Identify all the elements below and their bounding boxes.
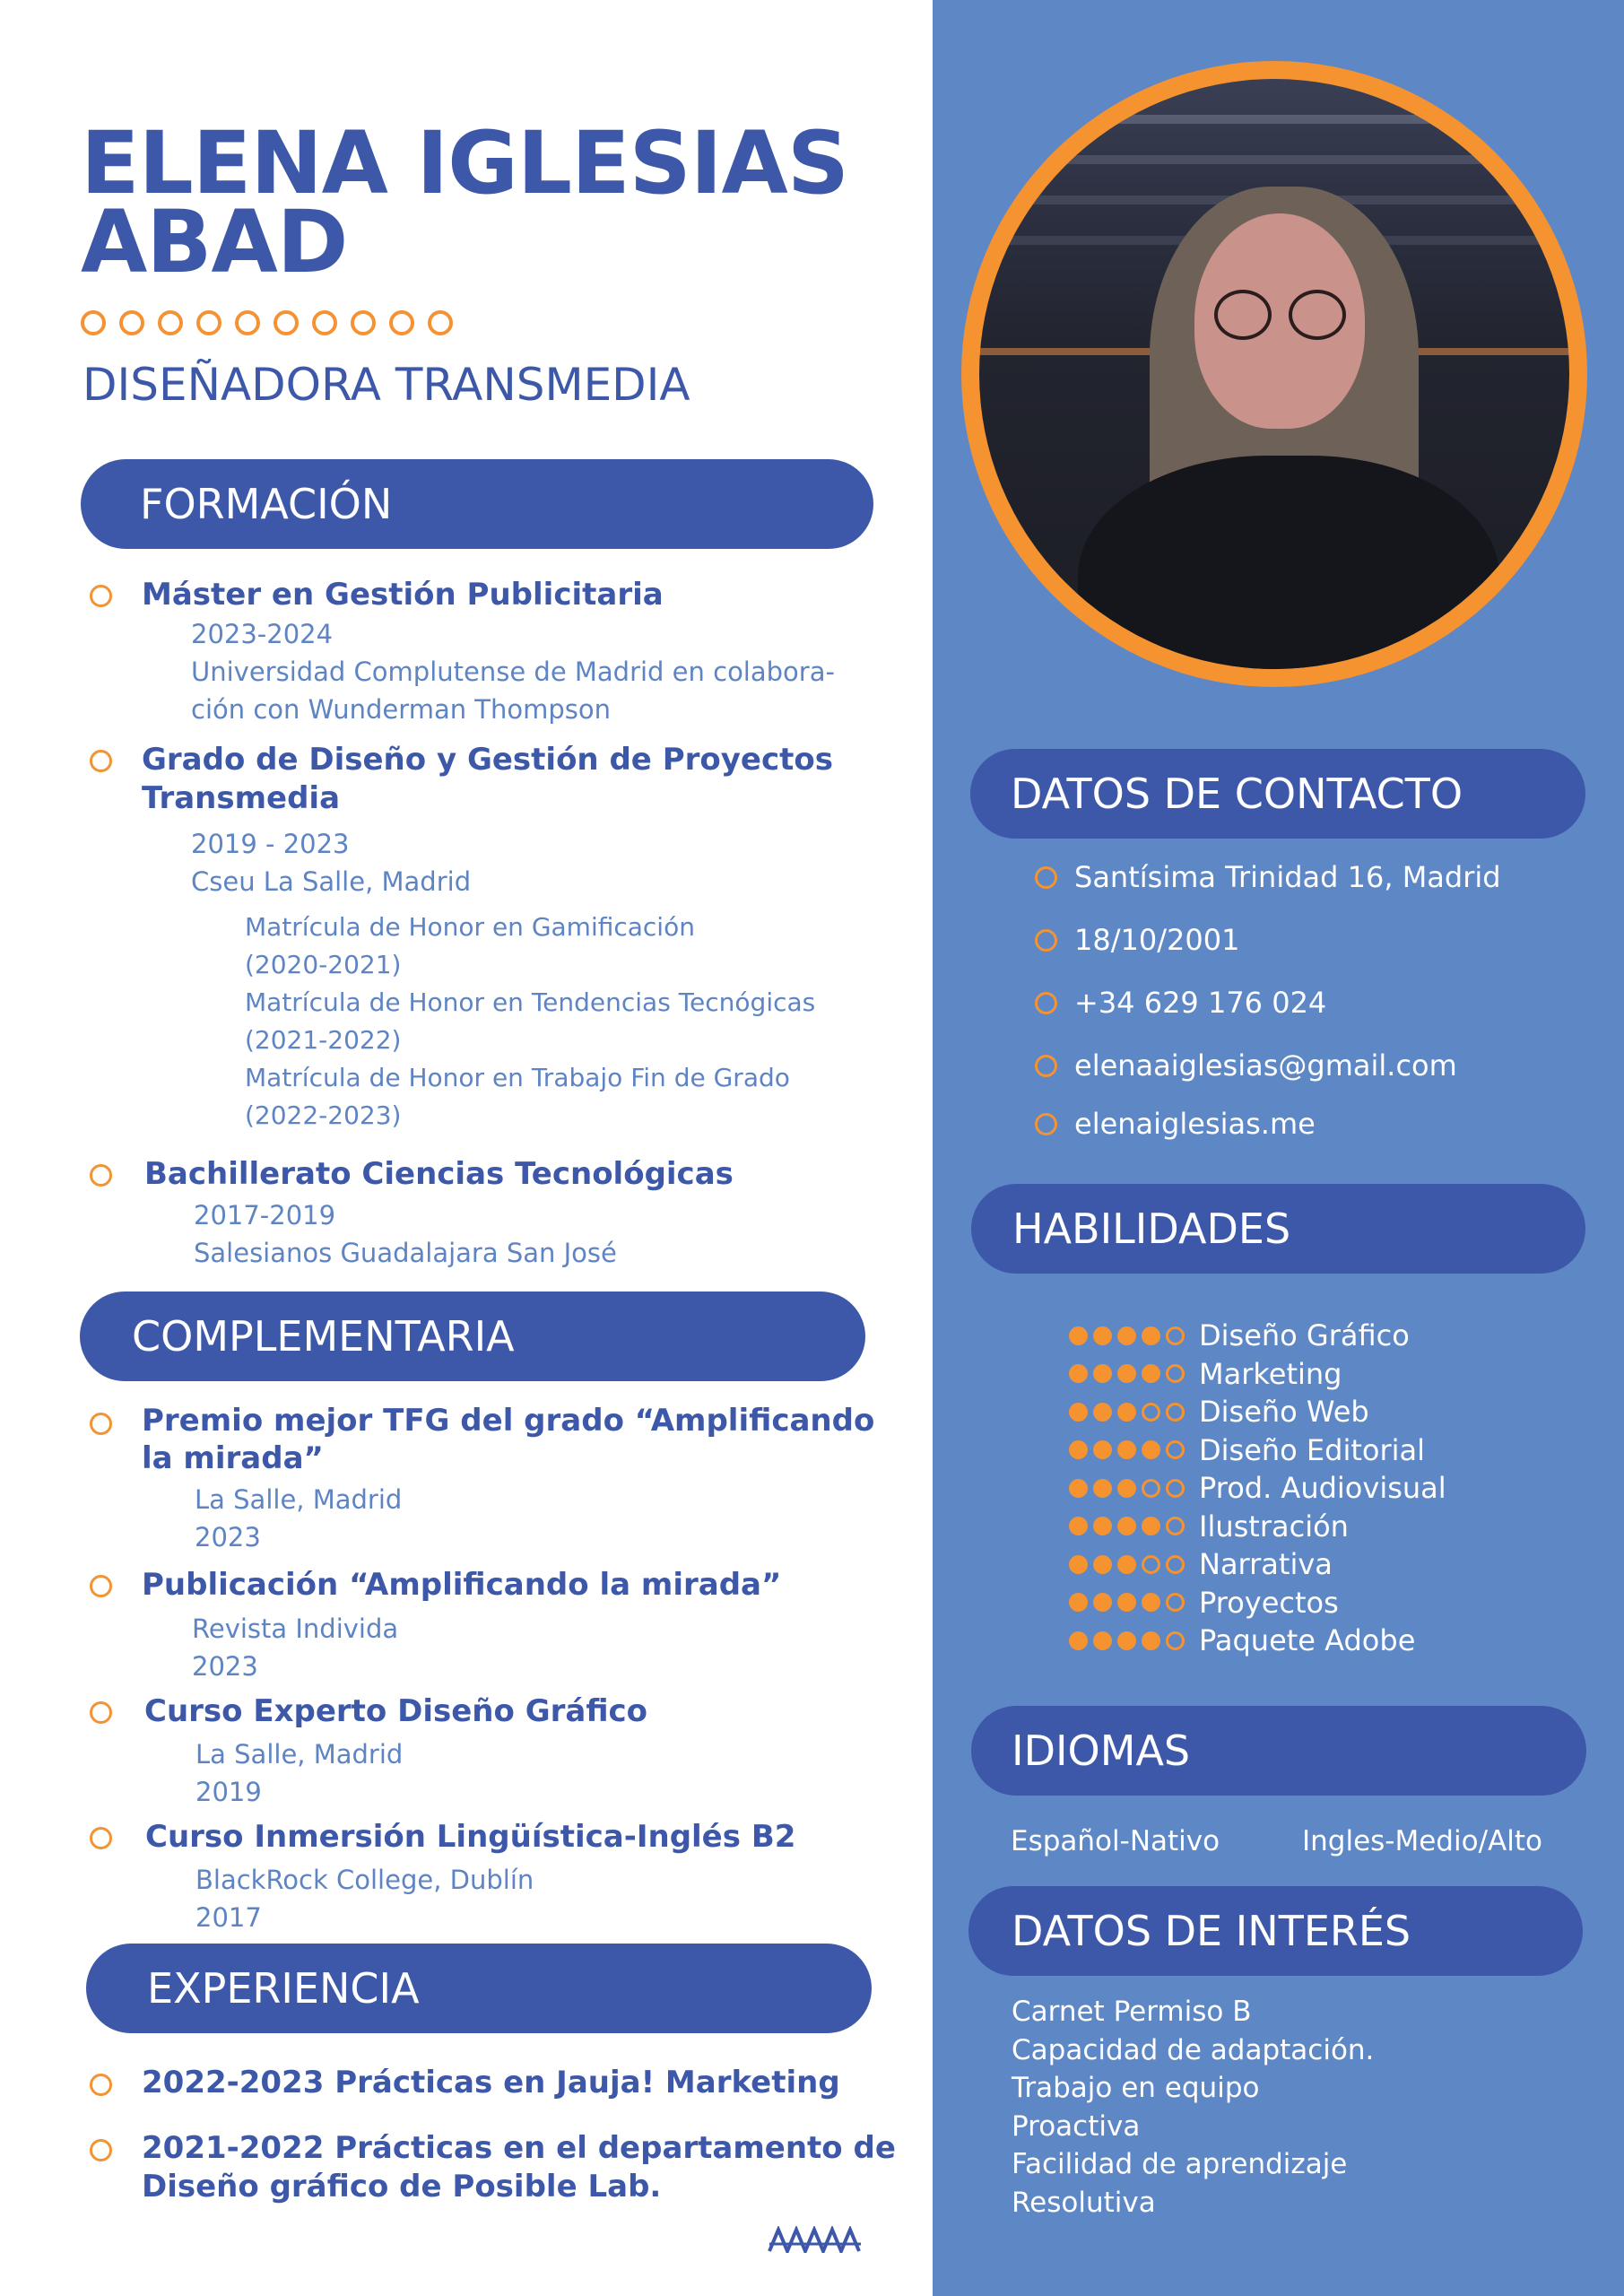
photo-image <box>979 79 1569 669</box>
bullet-icon <box>90 2074 112 2096</box>
skill-level-dot <box>1093 1479 1112 1498</box>
skill-level-dot <box>1142 1326 1160 1345</box>
interest-item: Facilidad de aprendizaje <box>1012 2148 1348 2180</box>
interest-item: Proactiva <box>1012 2109 1141 2143</box>
dot-icon <box>389 310 414 335</box>
skill-level-dot <box>1093 1364 1112 1383</box>
contact-item: elenaaiglesias@gmail.com <box>1074 1048 1457 1083</box>
bullet-icon <box>1035 992 1057 1014</box>
skill-label: Diseño Editorial <box>1199 1432 1426 1467</box>
education-place: ción con Wunderman Thompson <box>191 694 612 725</box>
course-title: Publicación “Amplificando la mirada” <box>142 1567 782 1603</box>
education-title: Grado de Diseño y Gestión de Proyectos <box>142 742 833 778</box>
course-year: 2017 <box>195 1902 262 1933</box>
skill-level-dot <box>1093 1593 1112 1612</box>
bullet-icon <box>1035 1055 1057 1077</box>
skill-level-dot <box>1069 1479 1088 1498</box>
education-place: Salesianos Guadalajara San José <box>194 1238 617 1268</box>
skill-level-dot <box>1093 1631 1112 1650</box>
interest-item: Carnet Permiso B <box>1012 1996 1252 2028</box>
dot-icon <box>235 310 260 335</box>
honor-item: (2022-2023) <box>245 1100 402 1130</box>
skill-row <box>1069 1318 1410 1352</box>
dot-icon <box>312 310 337 335</box>
experience-title: 2021-2022 Prácticas en el departamento de <box>142 2130 896 2166</box>
skill-level-dot <box>1166 1364 1185 1383</box>
course-title: Curso Experto Diseño Gráfico <box>144 1693 648 1729</box>
experience-title: Diseño gráfico de Posible Lab. <box>142 2169 662 2205</box>
skill-level-dot <box>1069 1517 1088 1535</box>
skill-level-dot <box>1142 1403 1160 1422</box>
course-place: La Salle, Madrid <box>195 1484 403 1515</box>
skill-label: Diseño Gráfico <box>1199 1318 1410 1352</box>
skill-level-dot <box>1093 1440 1112 1459</box>
skill-level-dot <box>1117 1517 1136 1535</box>
dot-icon <box>119 310 144 335</box>
course-year: 2019 <box>195 1777 262 1807</box>
bullet-icon <box>90 1413 112 1435</box>
skill-label: Ilustración <box>1199 1509 1349 1544</box>
honor-item: Matrícula de Honor en Trabajo Fin de Grado <box>245 1063 790 1092</box>
skill-row <box>1069 1509 1349 1544</box>
skill-level-dot <box>1142 1631 1160 1650</box>
skill-row <box>1069 1357 1342 1391</box>
section-header-contacto: DATOS DE CONTACTO <box>970 749 1585 839</box>
skill-row <box>1069 1395 1369 1429</box>
education-years: 2017-2019 <box>194 1200 336 1231</box>
honor-item: (2020-2021) <box>245 950 402 979</box>
education-years: 2019 - 2023 <box>191 829 350 859</box>
skill-level-dot <box>1142 1517 1160 1535</box>
contact-item: elenaiglesias.me <box>1074 1107 1316 1141</box>
skill-level-dot <box>1142 1364 1160 1383</box>
dot-icon <box>274 310 299 335</box>
skill-level-dot <box>1069 1440 1088 1459</box>
contact-item: Santísima Trinidad 16, Madrid <box>1074 860 1501 894</box>
dot-icon <box>428 310 453 335</box>
bullet-icon <box>1035 929 1057 952</box>
experience-title: 2022-2023 Prácticas en Jauja! Marketing <box>142 2065 840 2100</box>
bullet-icon <box>1035 866 1057 889</box>
skill-level-dot <box>1166 1403 1185 1422</box>
section-header-habilidades: HABILIDADES <box>971 1184 1585 1274</box>
skill-level-dot <box>1069 1555 1088 1574</box>
skill-level-dot <box>1166 1479 1185 1498</box>
bullet-icon <box>90 750 112 772</box>
skill-level-dot <box>1166 1517 1185 1535</box>
skill-row <box>1069 1547 1333 1581</box>
interest-item: Trabajo en equipo <box>1012 2072 1260 2104</box>
skill-level-dot <box>1142 1593 1160 1612</box>
skill-label: Proyectos <box>1199 1585 1339 1620</box>
skill-label: Prod. Audiovisual <box>1199 1471 1446 1505</box>
skill-level-dot <box>1069 1593 1088 1612</box>
language-item: Español-Nativo <box>1011 1825 1220 1857</box>
skill-level-dot <box>1069 1403 1088 1422</box>
skill-level-dot <box>1166 1593 1185 1612</box>
name-line-2: ABAD <box>81 192 348 292</box>
course-place: Revista Individa <box>192 1613 399 1644</box>
skill-level-dot <box>1166 1555 1185 1574</box>
bullet-icon <box>1035 1113 1057 1135</box>
honor-item: Matrícula de Honor en Gamificación <box>245 912 695 942</box>
name-line-1: ELENA IGLESIAS <box>81 113 848 213</box>
course-year: 2023 <box>195 1522 261 1552</box>
skill-label: Narrativa <box>1199 1547 1333 1581</box>
profile-photo <box>961 61 1587 687</box>
skill-level-dot <box>1093 1403 1112 1422</box>
bullet-icon <box>90 2139 112 2161</box>
section-header-complementaria: COMPLEMENTARIA <box>80 1292 865 1381</box>
interest-item: Resolutiva <box>1012 2186 1156 2219</box>
skill-level-dot <box>1166 1326 1185 1345</box>
bullet-icon <box>90 1575 112 1597</box>
skill-level-dot <box>1117 1364 1136 1383</box>
skill-level-dot <box>1117 1479 1136 1498</box>
interest-item: Capacidad de adaptación. <box>1012 2033 1375 2066</box>
contact-item: 18/10/2001 <box>1074 923 1240 957</box>
section-header-formacion: FORMACIÓN <box>81 459 873 549</box>
contact-item: +34 629 176 024 <box>1074 986 1327 1020</box>
interest-list <box>1012 1993 1374 2222</box>
course-place: BlackRock College, Dublín <box>195 1865 534 1895</box>
skill-level-dot <box>1069 1364 1088 1383</box>
skill-level-dot <box>1117 1593 1136 1612</box>
skill-level-dot <box>1093 1555 1112 1574</box>
bullet-icon <box>90 1701 112 1724</box>
course-year: 2023 <box>192 1651 258 1682</box>
skill-level-dot <box>1117 1555 1136 1574</box>
bullet-icon <box>90 1164 112 1187</box>
course-title: la mirada” <box>142 1440 324 1476</box>
skill-label: Diseño Web <box>1199 1395 1369 1429</box>
dot-icon <box>81 310 106 335</box>
course-title: Premio mejor TFG del grado “Amplificando <box>142 1403 875 1439</box>
skill-level-dot <box>1166 1631 1185 1650</box>
skill-level-dot <box>1093 1326 1112 1345</box>
dot-icon <box>351 310 376 335</box>
section-header-idiomas: IDIOMAS <box>971 1706 1586 1796</box>
honor-item: (2021-2022) <box>245 1025 402 1055</box>
education-title: Transmedia <box>142 780 341 816</box>
education-place: Cseu La Salle, Madrid <box>191 866 472 897</box>
course-title: Curso Inmersión Lingüística-Inglés B2 <box>145 1819 796 1855</box>
education-title: Bachillerato Ciencias Tecnológicas <box>144 1156 734 1192</box>
education-place: Universidad Complutense de Madrid en colabora- <box>191 657 835 687</box>
education-years: 2023-2024 <box>191 619 334 649</box>
skill-level-dot <box>1093 1517 1112 1535</box>
skill-level-dot <box>1117 1403 1136 1422</box>
logo-icon <box>768 2226 863 2253</box>
skill-level-dot <box>1069 1631 1088 1650</box>
education-title: Máster en Gestión Publicitaria <box>142 577 664 613</box>
bullet-icon <box>90 585 112 607</box>
skill-row <box>1069 1471 1446 1505</box>
skill-level-dot <box>1069 1326 1088 1345</box>
honor-item: Matrícula de Honor en Tendencias Tecnógicas <box>245 987 816 1017</box>
language-item: Ingles-Medio/Alto <box>1302 1825 1542 1857</box>
skill-level-dot <box>1142 1479 1160 1498</box>
skill-level-dot <box>1142 1555 1160 1574</box>
skill-level-dot <box>1117 1326 1136 1345</box>
course-place: La Salle, Madrid <box>195 1739 404 1770</box>
skill-row <box>1069 1586 1339 1620</box>
candidate-name <box>81 113 848 292</box>
skill-label: Paquete Adobe <box>1199 1623 1416 1657</box>
skill-row <box>1069 1623 1415 1657</box>
section-header-interes: DATOS DE INTERÉS <box>968 1886 1583 1976</box>
skill-level-dot <box>1142 1440 1160 1459</box>
section-header-experiencia: EXPERIENCIA <box>86 1944 872 2033</box>
skill-level-dot <box>1117 1440 1136 1459</box>
skill-level-dot <box>1117 1631 1136 1650</box>
skill-level-dot <box>1166 1440 1185 1459</box>
decorative-dots <box>81 310 453 335</box>
job-title: DISEÑADORA TRANSMEDIA <box>83 359 690 411</box>
bullet-icon <box>90 1827 112 1849</box>
skill-label: Marketing <box>1199 1356 1342 1391</box>
skill-row <box>1069 1433 1425 1467</box>
dot-icon <box>158 310 183 335</box>
dot-icon <box>196 310 221 335</box>
